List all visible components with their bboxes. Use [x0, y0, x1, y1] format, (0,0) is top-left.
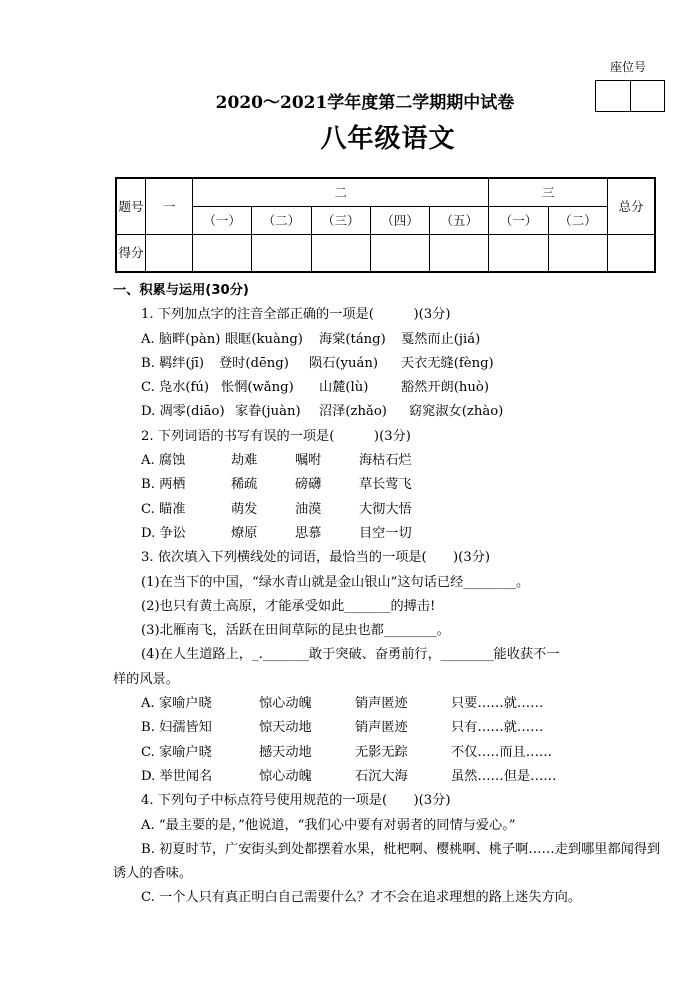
q3-sentence-3: (3)北雁南飞，活跃在田间草际的昆虫也都________。	[141, 623, 450, 639]
total-header: 总分	[608, 178, 656, 234]
score-cell[interactable]	[311, 234, 370, 272]
q4-option-a: A. “最主要的是，”他说道，“我们心中要有对弱者的同情与爱心。”	[141, 817, 516, 833]
score-cell[interactable]	[146, 234, 193, 272]
q3-stem: 3. 依次填入下列横线处的词语，最恰当的一项是( )(3分)	[141, 550, 491, 566]
seat-number-label: 座位号	[610, 60, 647, 74]
question-content	[113, 279, 661, 911]
exam-subtitle: 八年级语文	[320, 124, 456, 154]
col-label-cell	[116, 178, 146, 234]
q3-option-a: A. 家喻户晓 惊心动魄 销声匿迹 只要……就……	[141, 696, 544, 712]
q2-option-d: D. 争讼 燎原 思慕 目空一切	[141, 525, 412, 541]
q3-option-c: C. 家喻户晓 撼天动地 无影无踪 不仅…‥而且……	[141, 744, 553, 760]
q1-option-d: D. 凋零(diāo) 家眷(juàn) 沼泽(zhǎo) 窈窕淑女(zhào)	[141, 404, 504, 420]
sub-two-3: （三）	[311, 206, 370, 234]
q3-option-d: D. 举世闻名 惊心动魄 石沉大海 虽然……但是……	[141, 768, 557, 784]
q2-option-b: B. 两栖 稀疏 磅礴 草长莺飞	[141, 477, 412, 493]
q4-stem: 4. 下列句子中标点符号使用规范的一项是( )(3分)	[141, 793, 451, 809]
q3-sentence-4: (4)在人生道路上，_._______敢于突破、奋勇前行，________能收获不一	[141, 647, 560, 663]
sub-three-1: （一）	[489, 206, 548, 234]
score-cell[interactable]	[489, 234, 548, 272]
q4-option-c: C. 一个人只有真正明白自己需要什么？才不会在追求理想的路上迷失方向。	[141, 890, 582, 906]
q3-sentence-2: (2)也只有黄土高原，才能承受如此_______的搏击!	[141, 598, 436, 614]
q2-stem: 2. 下列词语的书写有误的一项是( )(3分)	[141, 428, 411, 444]
score-cell[interactable]	[370, 234, 429, 272]
part-three-header: 三	[489, 178, 608, 206]
sub-two-1: （一）	[193, 206, 252, 234]
score-cell[interactable]	[430, 234, 489, 272]
q1-option-b: B. 羁绊(jī) 登时(dēng) 陨石(yuán) 天衣无缝(fèng)	[141, 355, 494, 371]
score-cell[interactable]	[193, 234, 252, 272]
q2-option-c: C. 瞄准 萌发 油漠 大彻大悟	[141, 501, 412, 517]
q1-option-a: A. 脑畔(pàn) 眼眶(kuàng) 海棠(táng) 戛然而止(jiá)	[141, 331, 481, 347]
sub-two-2: （二）	[252, 206, 311, 234]
score-cell[interactable]	[608, 234, 656, 272]
question-number-label: 题号	[118, 198, 144, 214]
q3-sentence-4-cont: 样的风景。	[113, 671, 179, 687]
q1-option-c: C. 凫水(fú) 怅惘(wǎng) 山麓(lù) 豁然开朗(huò)	[141, 380, 489, 396]
q2-option-a: A. 腐蚀 劫难 嘱咐 海枯石烂	[141, 453, 412, 469]
score-cell[interactable]	[252, 234, 311, 272]
sub-two-5: （五）	[430, 206, 489, 234]
score-table	[115, 177, 656, 273]
q4-option-b: B. 初夏时节，广安街头到处都摆着水果，枇杷啊、樱桃啊、桃子啊……走到哪里都闻得到诱人的香味。	[113, 841, 661, 882]
q1-stem: 1. 下列加点字的注音全部正确的一项是( )(3分)	[141, 307, 451, 323]
q3-option-b: B. 妇孺皆知 惊天动地 销声匿迹 只有……就……	[141, 720, 544, 736]
sub-two-4: （四）	[370, 206, 429, 234]
exam-title: 2020～2021学年度第二学期期中试卷	[215, 93, 515, 113]
q3-sentence-1: (1)在当下的中国，“绿水青山就是金山银山”这句话已经________。	[141, 574, 530, 590]
part-one-header: 一	[146, 178, 193, 234]
score-label: 得分	[118, 245, 144, 261]
section-title: 一、积累与运用(30分)	[113, 283, 249, 298]
score-cell[interactable]	[548, 234, 607, 272]
row-label-cell	[116, 234, 146, 272]
part-two-header: 二	[193, 178, 489, 206]
sub-three-2: （二）	[548, 206, 607, 234]
